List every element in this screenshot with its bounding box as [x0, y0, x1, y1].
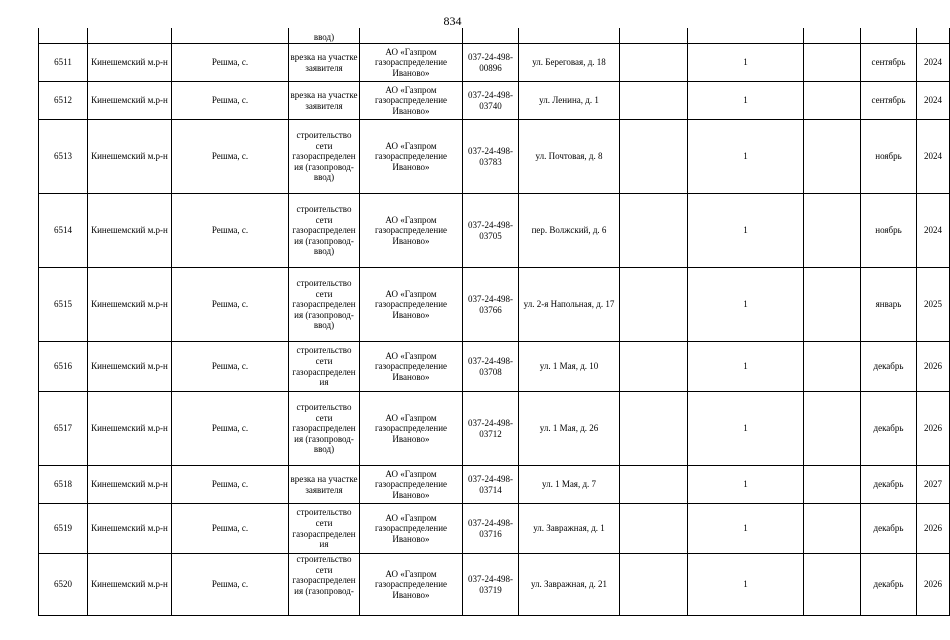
cell-address: ул. Почтовая, д. 8: [519, 120, 620, 194]
cell-address: ул. 1 Мая, д. 10: [519, 342, 620, 392]
cell-empty: [620, 194, 688, 268]
cell-organization: АО «Газпром газораспределение Иваново»: [360, 44, 463, 82]
cell-district: Кинешемский м.р-н: [88, 268, 172, 342]
cell-district: Кинешемский м.р-н: [88, 342, 172, 392]
cell-month: декабрь: [861, 554, 917, 616]
cell-type: строительство сети газораспределения (газопровод-ввод): [289, 120, 360, 194]
cell-empty: [620, 44, 688, 82]
cell-locality: Решма, с.: [172, 504, 289, 554]
cell-locality: Решма, с.: [172, 82, 289, 120]
cell-type: строительство сети газораспределения: [289, 504, 360, 554]
cell-number: 6517: [39, 392, 88, 466]
cell-empty: [804, 504, 861, 554]
cell-empty: [620, 120, 688, 194]
cell-address: ул. Завражная, д. 1: [519, 504, 620, 554]
cell-empty: [804, 268, 861, 342]
cell-month: сентябрь: [861, 44, 917, 82]
cell-year: 2026: [917, 392, 950, 466]
cell-number: 6519: [39, 504, 88, 554]
cell-locality: Решма, с.: [172, 268, 289, 342]
cell-type: строительство сети газораспределения (газопровод-ввод): [289, 268, 360, 342]
cell-quantity: 1: [688, 392, 804, 466]
cell-number: 6518: [39, 466, 88, 504]
cell-year: 2024: [917, 44, 950, 82]
cell-district: Кинешемский м.р-н: [88, 120, 172, 194]
cell-address: ул. 1 Мая, д. 7: [519, 466, 620, 504]
table-row-continuation: [39, 28, 950, 44]
cell-empty: [804, 466, 861, 504]
table-row: [39, 44, 950, 82]
page-number: 834: [443, 14, 462, 28]
cell-quantity: 1: [688, 504, 804, 554]
cell-district: Кинешемский м.р-н: [88, 194, 172, 268]
cell-locality: Решма, с.: [172, 342, 289, 392]
cell-quantity: 1: [688, 466, 804, 504]
cell-address: ул. Ленина, д. 1: [519, 82, 620, 120]
cell-organization: АО «Газпром газораспределение Иваново»: [360, 392, 463, 466]
cell-month: январь: [861, 268, 917, 342]
cell-type: строительство сети газораспределения (газопровод-ввод): [289, 392, 360, 466]
cell-month: декабрь: [861, 342, 917, 392]
cell-number: 6520: [39, 554, 88, 616]
cell-code: 037-24-498-03783: [463, 120, 519, 194]
cell-organization: АО «Газпром газораспределение Иваново»: [360, 504, 463, 554]
cell-quantity: 1: [688, 194, 804, 268]
cell-quantity: 1: [688, 44, 804, 82]
cell-organization: АО «Газпром газораспределение Иваново»: [360, 120, 463, 194]
cell-empty: [620, 554, 688, 616]
cell-number: 6511: [39, 44, 88, 82]
cell-number: 6512: [39, 82, 88, 120]
cell-month: ноябрь: [861, 194, 917, 268]
cell-organization: АО «Газпром газораспределение Иваново»: [360, 554, 463, 616]
cell-code: 037-24-498-00896: [463, 44, 519, 82]
table-row: [39, 554, 950, 616]
cell-district: Кинешемский м.р-н: [88, 82, 172, 120]
table-row: [39, 392, 950, 466]
cell-quantity: 1: [688, 342, 804, 392]
cell-organization: АО «Газпром газораспределение Иваново»: [360, 466, 463, 504]
cell-district: Кинешемский м.р-н: [88, 392, 172, 466]
cell-address: ул. 2-я Напольная, д. 17: [519, 268, 620, 342]
cell-organization: АО «Газпром газораспределение Иваново»: [360, 268, 463, 342]
cell-year: 2025: [917, 268, 950, 342]
cell-empty: [804, 44, 861, 82]
cell-year: 2026: [917, 504, 950, 554]
cell-type: строительство сети газораспределения (газопровод-ввод): [289, 194, 360, 268]
cell-district: Кинешемский м.р-н: [88, 466, 172, 504]
cell-year: 2024: [917, 82, 950, 120]
cell-quantity: 1: [688, 82, 804, 120]
cell-empty: [620, 466, 688, 504]
cell-district: Кинешемский м.р-н: [88, 554, 172, 616]
cell-code: 037-24-498-03740: [463, 82, 519, 120]
cell-empty: [804, 120, 861, 194]
cell-number: 6515: [39, 268, 88, 342]
cell-type: строительство сети газораспределения (газопровод-: [289, 554, 360, 616]
cell-year: 2024: [917, 194, 950, 268]
cell-type: ввод): [289, 28, 360, 44]
cell-district: Кинешемский м.р-н: [88, 504, 172, 554]
cell-address: ул. Береговая, д. 18: [519, 44, 620, 82]
cell-organization: АО «Газпром газораспределение Иваново»: [360, 82, 463, 120]
cell-year: 2026: [917, 554, 950, 616]
table-row: [39, 466, 950, 504]
cell-locality: Решма, с.: [172, 44, 289, 82]
cell-month: декабрь: [861, 392, 917, 466]
cell-code: 037-24-498-03705: [463, 194, 519, 268]
cell-empty: [620, 504, 688, 554]
table-row: [39, 504, 950, 554]
cell-empty: [804, 342, 861, 392]
cell-code: 037-24-498-03719: [463, 554, 519, 616]
cell-empty: [804, 194, 861, 268]
table-row: [39, 268, 950, 342]
cell-empty: [620, 342, 688, 392]
cell-code: 037-24-498-03716: [463, 504, 519, 554]
cell-address: ул. Завражная, д. 21: [519, 554, 620, 616]
cell-organization: АО «Газпром газораспределение Иваново»: [360, 194, 463, 268]
cell-empty: [804, 554, 861, 616]
table-body: [39, 28, 950, 616]
cell-empty: [620, 82, 688, 120]
cell-month: декабрь: [861, 504, 917, 554]
cell-locality: Решма, с.: [172, 554, 289, 616]
cell-code: 037-24-498-03712: [463, 392, 519, 466]
cell-type: врезка на участке заявителя: [289, 466, 360, 504]
cell-type: строительство сети газораспределения: [289, 342, 360, 392]
cell-empty: [620, 392, 688, 466]
cell-organization: АО «Газпром газораспределение Иваново»: [360, 342, 463, 392]
table-row: [39, 82, 950, 120]
cell-code: 037-24-498-03766: [463, 268, 519, 342]
cell-month: ноябрь: [861, 120, 917, 194]
cell-type: врезка на участке заявителя: [289, 82, 360, 120]
cell-quantity: 1: [688, 554, 804, 616]
cell-year: 2026: [917, 342, 950, 392]
cell-code: 037-24-498-03714: [463, 466, 519, 504]
table-row: [39, 120, 950, 194]
cell-year: 2027: [917, 466, 950, 504]
cell-district: Кинешемский м.р-н: [88, 44, 172, 82]
cell-address: ул. 1 Мая, д. 26: [519, 392, 620, 466]
gas-connections-table: [38, 28, 950, 616]
cell-locality: Решма, с.: [172, 194, 289, 268]
cell-address: пер. Волжский, д. 6: [519, 194, 620, 268]
cell-number: 6516: [39, 342, 88, 392]
cell-locality: Решма, с.: [172, 466, 289, 504]
table-row: [39, 194, 950, 268]
cell-empty: [804, 392, 861, 466]
cell-code: 037-24-498-03708: [463, 342, 519, 392]
cell-locality: Решма, с.: [172, 392, 289, 466]
cell-quantity: 1: [688, 268, 804, 342]
cell-year: 2024: [917, 120, 950, 194]
cell-number: 6514: [39, 194, 88, 268]
cell-empty: [620, 268, 688, 342]
cell-empty: [804, 82, 861, 120]
cell-month: декабрь: [861, 466, 917, 504]
cell-number: 6513: [39, 120, 88, 194]
cell-quantity: 1: [688, 120, 804, 194]
table-row: [39, 342, 950, 392]
cell-month: сентябрь: [861, 82, 917, 120]
cell-locality: Решма, с.: [172, 120, 289, 194]
cell-type: врезка на участке заявителя: [289, 44, 360, 82]
